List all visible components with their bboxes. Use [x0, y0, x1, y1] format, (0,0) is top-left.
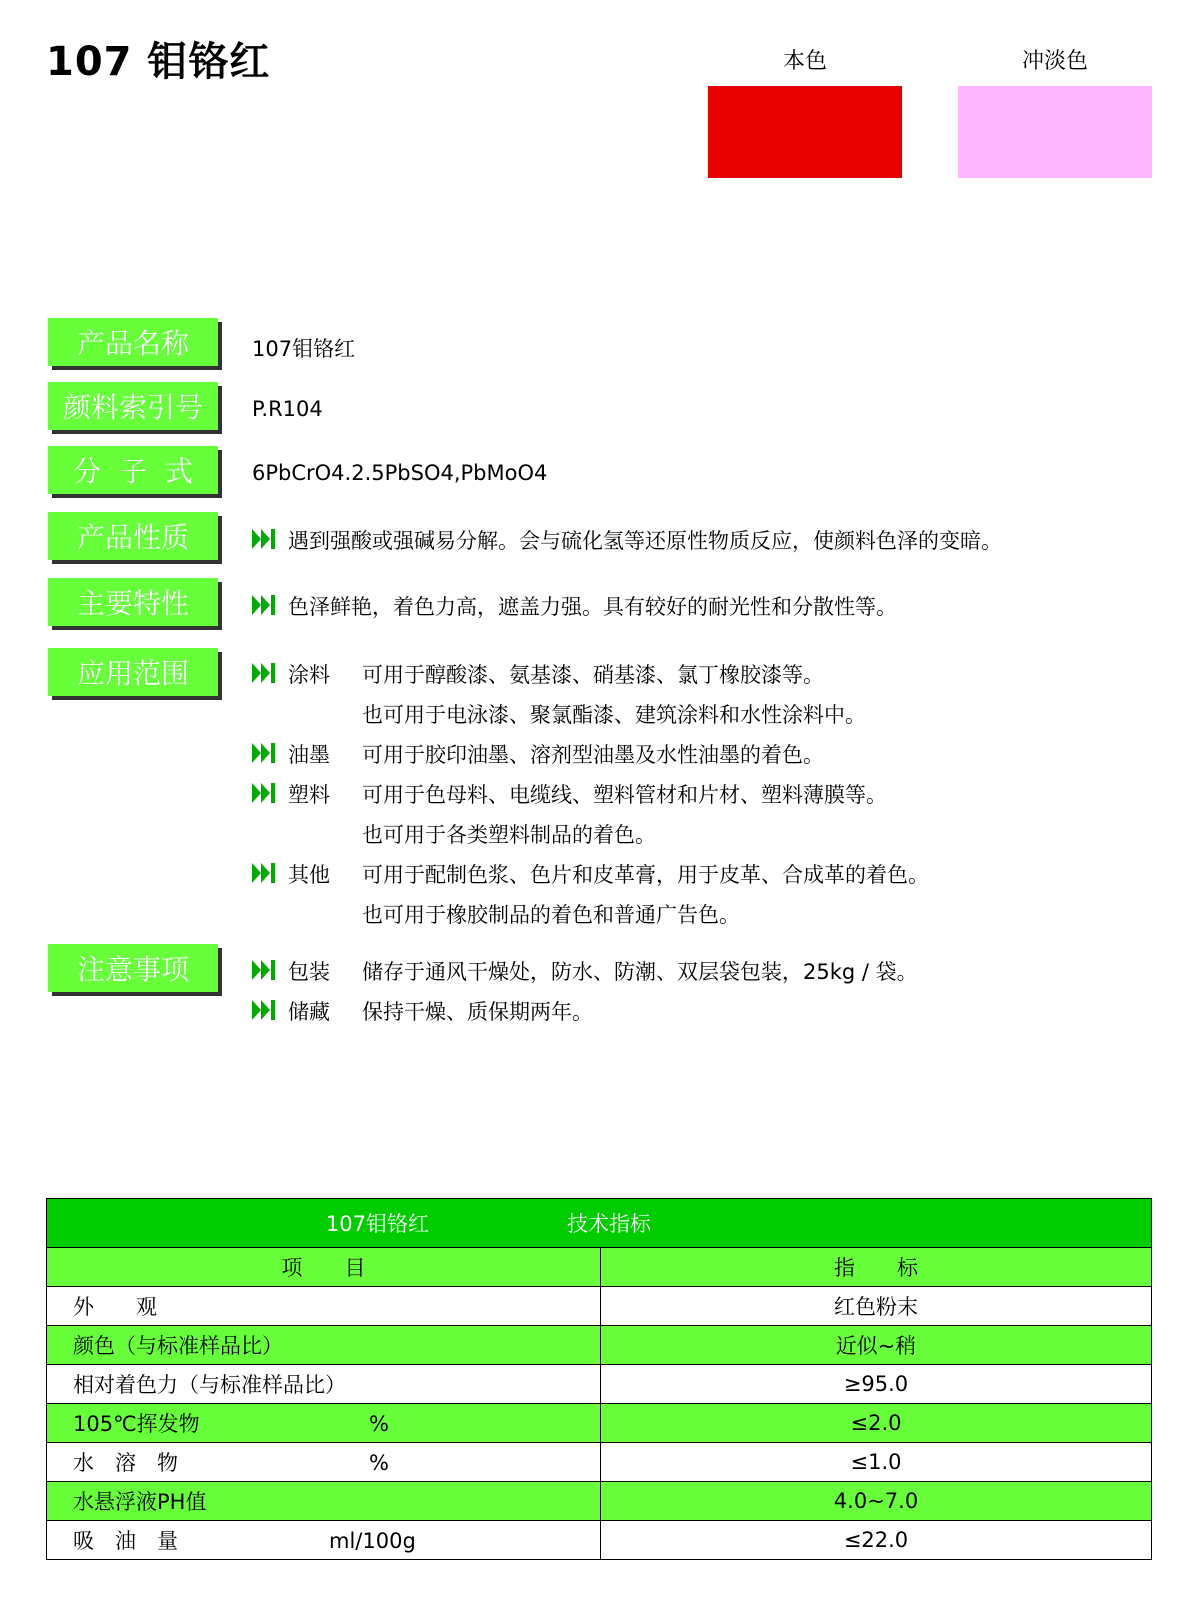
col-item-header: 项 目 [47, 1248, 601, 1287]
value-cell: ≤22.0 [601, 1521, 1152, 1560]
unit-label: % [369, 1412, 389, 1436]
product-name-value: 107钼铬红 [252, 337, 356, 361]
property-text: 遇到强酸或强碱易分解。会与硫化氢等还原性物质反应，使颜料色泽的变暗。 [288, 529, 1002, 553]
value-cell: 近似~稍 [601, 1326, 1152, 1365]
pigment-index-value: P.R104 [252, 397, 323, 421]
fast-forward-icon [252, 595, 278, 615]
fast-forward-icon [252, 863, 278, 883]
table-row [47, 1482, 1152, 1521]
application-line: 也可用于各类塑料制品的着色。 [362, 823, 656, 847]
item-cell: 水悬浮液PH值 [47, 1482, 601, 1521]
table-row [47, 1443, 1152, 1482]
item-cell: 外 观 [47, 1287, 601, 1326]
pigment-index-label: 颜料索引号 [48, 382, 218, 430]
value-cell: ≥95.0 [601, 1365, 1152, 1404]
fast-forward-icon [252, 529, 278, 549]
notice-text: 保持干燥、质保期两年。 [362, 1000, 593, 1024]
application-category: 油墨 [288, 743, 330, 767]
product-name-label: 产品名称 [48, 318, 218, 366]
table-row [47, 1287, 1152, 1326]
application-line: 可用于配制色浆、色片和皮革膏，用于皮革、合成革的着色。 [362, 863, 929, 887]
spec-table [46, 1198, 1152, 1560]
item-cell: 相对着色力（与标准样品比） [47, 1365, 601, 1404]
unit-label: % [369, 1451, 389, 1475]
tint-color-swatch [958, 86, 1152, 178]
fast-forward-icon [252, 743, 278, 763]
application-line: 可用于醇酸漆、氨基漆、硝基漆、氯丁橡胶漆等。 [362, 663, 824, 687]
application-label: 应用范围 [48, 648, 218, 696]
features-label: 主要特性 [48, 578, 218, 626]
value-cell: 红色粉末 [601, 1287, 1152, 1326]
formula-label: 分子式 [48, 446, 218, 494]
table-header-row [47, 1199, 1152, 1248]
application-category: 涂料 [288, 663, 330, 687]
table-row [47, 1521, 1152, 1560]
fast-forward-icon [252, 663, 278, 683]
fast-forward-icon [252, 783, 278, 803]
base-color-swatch [708, 86, 902, 178]
item-cell: 颜色（与标准样品比） [47, 1326, 601, 1365]
item-cell: 水 溶 物 % [47, 1443, 601, 1482]
notice-category: 储藏 [288, 1000, 330, 1024]
property-label: 产品性质 [48, 512, 218, 560]
table-product-name: 107钼铬红 [325, 1212, 429, 1236]
table-row [47, 1326, 1152, 1365]
table-row [47, 1365, 1152, 1404]
application-line: 也可用于橡胶制品的着色和普通广告色。 [362, 903, 740, 927]
application-line: 可用于色母料、电缆线、塑料管材和片材、塑料薄膜等。 [362, 783, 887, 807]
fast-forward-icon [252, 1000, 278, 1020]
table-title-cell [47, 1199, 1152, 1248]
formula-value: 6PbCrO4.2.5PbSO4,PbMoO4 [252, 461, 548, 485]
application-category: 其他 [288, 863, 330, 887]
table-heading: 技术指标 [567, 1212, 651, 1236]
item-cell: 吸 油 量 ml/100g [47, 1521, 601, 1560]
notice-label: 注意事项 [48, 944, 218, 992]
value-cell: ≤2.0 [601, 1404, 1152, 1443]
table-row [47, 1404, 1152, 1443]
value-cell: 4.0~7.0 [601, 1482, 1152, 1521]
table-column-header-row [47, 1248, 1152, 1287]
page-title: 107 钼铬红 [46, 39, 271, 85]
col-value-header: 指 标 [601, 1248, 1152, 1287]
features-text: 色泽鲜艳，着色力高，遮盖力强。具有较好的耐光性和分散性等。 [288, 595, 897, 619]
unit-label: ml/100g [329, 1529, 416, 1553]
item-cell: 105℃挥发物 % [47, 1404, 601, 1443]
application-line: 也可用于电泳漆、聚氯酯漆、建筑涂料和水性涂料中。 [362, 703, 866, 727]
fast-forward-icon [252, 960, 278, 980]
notice-text: 储存于通风干燥处，防水、防潮、双层袋包装，25kg / 袋。 [362, 960, 918, 984]
base-color-label: 本色 [782, 49, 827, 74]
value-cell: ≤1.0 [601, 1443, 1152, 1482]
notice-category: 包装 [288, 960, 330, 984]
application-category: 塑料 [288, 783, 330, 807]
tint-color-label: 冲淡色 [1021, 49, 1088, 74]
application-line: 可用于胶印油墨、溶剂型油墨及水性油墨的着色。 [362, 743, 824, 767]
